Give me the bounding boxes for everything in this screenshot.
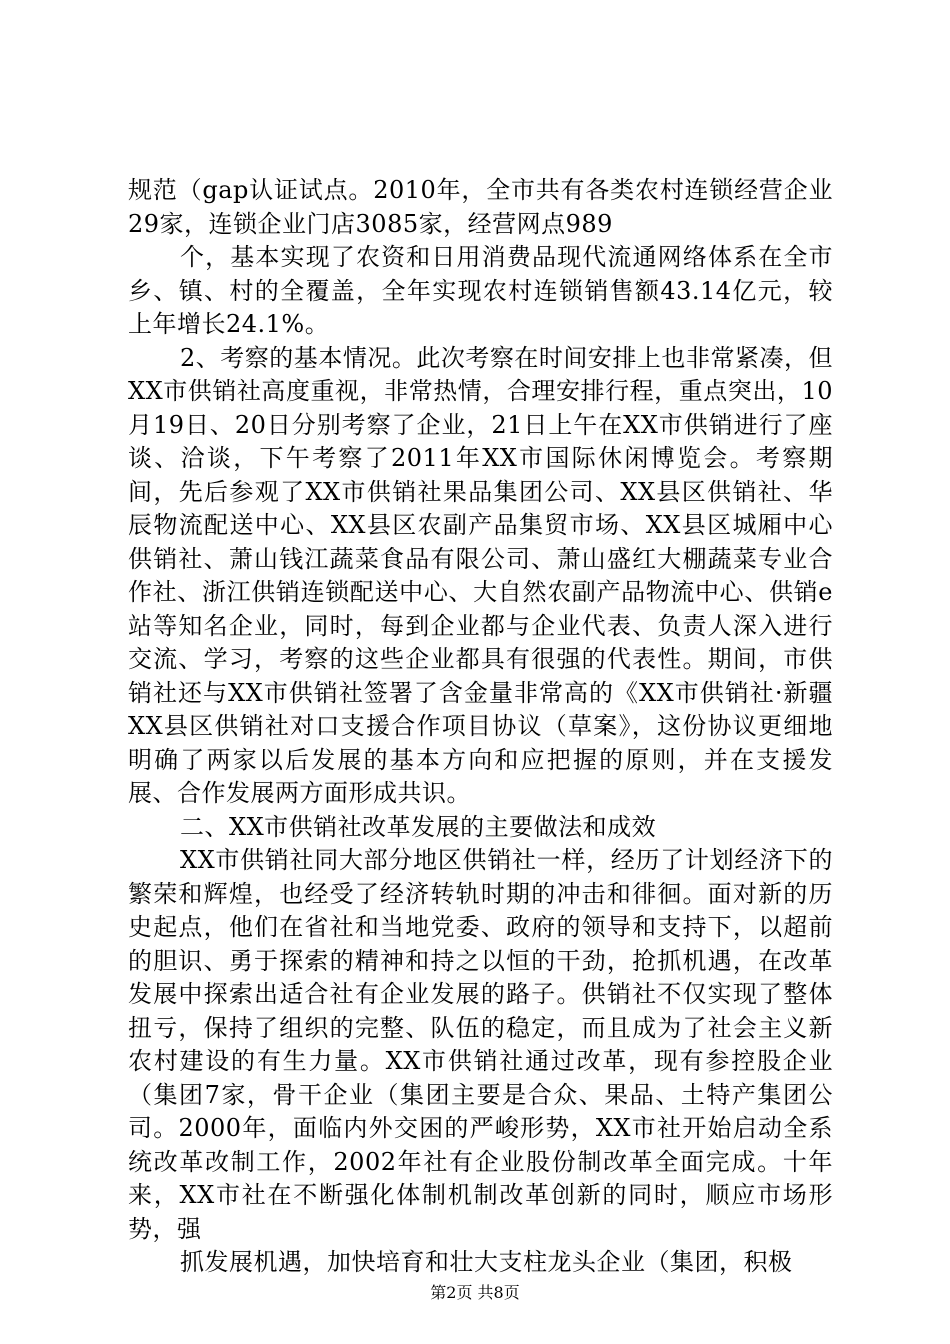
document-body: [128, 174, 833, 1280]
paragraph-3: 2、考察的基本情况。此次考察在时间安排上也非常紧凑，但XX市供销社高度重视，非常热情，合理安排行程，重点突出，10月19日、20日分别考察了企业，21日上午在XX市供销进行了座谈、洽谈，下午考察了2011年XX市国际休闲博览会。考察期间，先后参观了XX市供销社果品集团公司、XX县区供销社、华辰物流配送中心、XX县区农副产品集贸市场、XX县区城厢中心供销社、萧山钱江蔬菜食品有限公司、萧山盛红大棚蔬菜专业合作社、浙江供销连锁配送中心、大自然农副产品物流中心、供销e站等知名企业，同时，每到企业都与企业代表、负责人深入进行交流、学习，考察的这些企业都具有很强的代表性。期间，市供销社还与XX市供销社签署了含金量非常高的《XX市供销社·新疆XX县区供销社对口支援合作项目协议（草案》，这份协议更细地明确了两家以后发展的基本方向和应把握的原则，并在支援发展、合作发展两方面形成共识。: [128, 343, 833, 807]
paragraph-4: XX市供销社同大部分地区供销社一样，经历了计划经济下的繁荣和辉煌，也经受了经济转轨时期的冲击和徘徊。面对新的历史起点，他们在省社和当地党委、政府的领导和支持下，以超前的胆识、勇于探索的精神和持之以恒的干劲，抢抓机遇，在改革发展中探索出适合社有企业发展的路子。供销社不仅实现了整体扭亏，保持了组织的完整、队伍的稳定，而且成为了社会主义新农村建设的有生力量。XX市供销社通过改革，现有参控股企业（集团7家，骨干企业（集团主要是合众、果品、土特产集团公司。2000年，面临内外交困的严峻形势，XX市社开始启动全系统改革改制工作，2002年社有企业股份制改革全面完成。十年来，XX市社在不断强化体制机制改革创新的同时，顺应市场形势，强: [128, 846, 833, 1243]
section-heading: 二、XX市供销社改革发展的主要做法和成效: [180, 812, 657, 841]
paragraph-2: 个，基本实现了农资和日用消费品现代流通网络体系在全市乡、镇、村的全覆盖，全年实现农村连锁销售额43.14亿元，较上年增长24.1%。: [128, 243, 833, 338]
paragraph-5: 抓发展机遇，加快培育和壮大支柱龙头企业（集团，积极: [180, 1248, 793, 1276]
page-footer: 第2页 共8页: [430, 1283, 520, 1302]
paragraph-1: 规范（gap认证试点。2010年，全市共有各类农村连锁经营企业29家，连锁企业门店3085家，经营网点989: [128, 176, 833, 238]
